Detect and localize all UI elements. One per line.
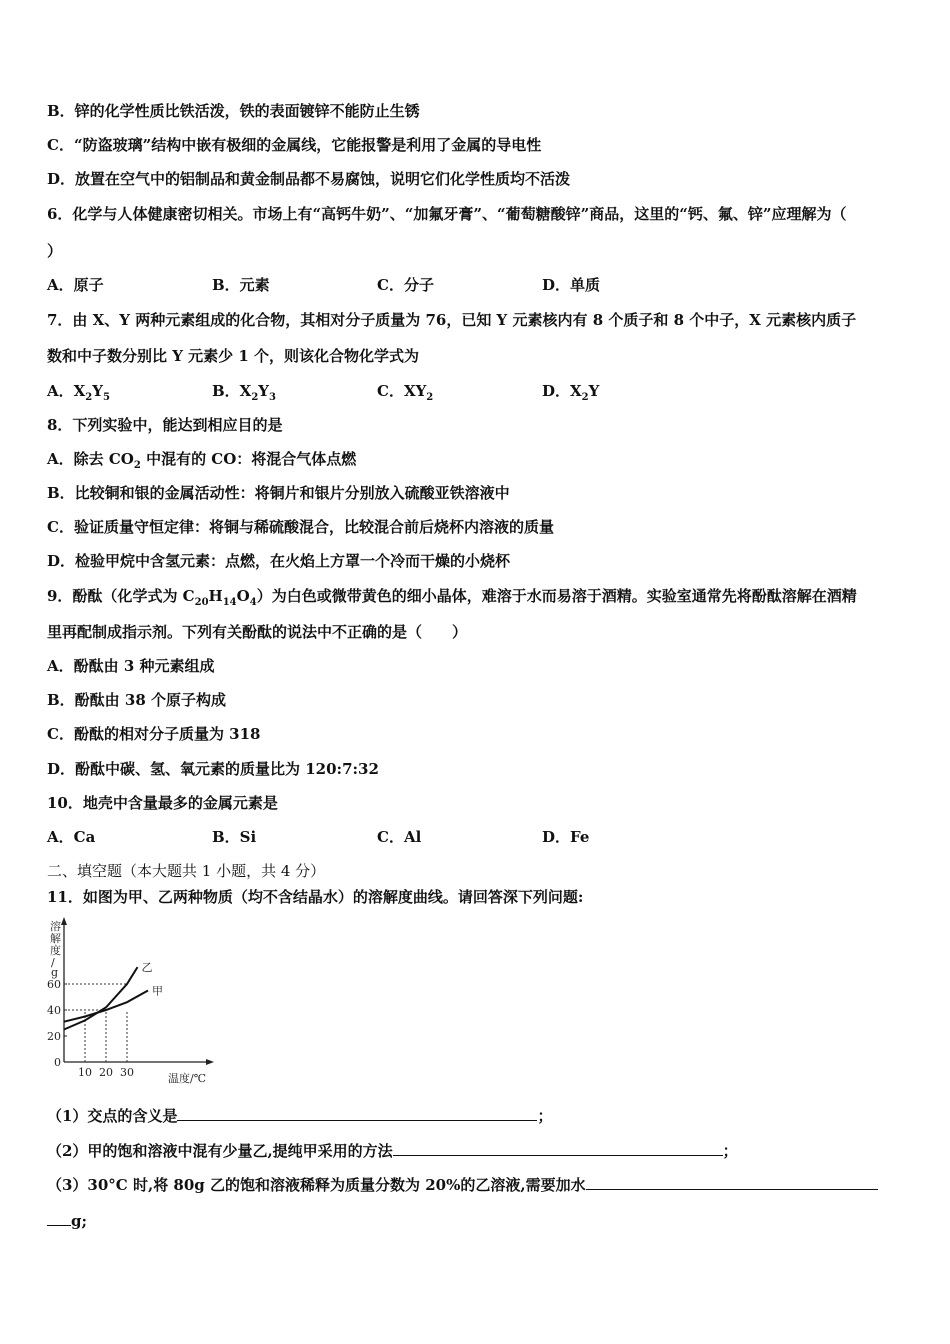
solubility-chart: [40, 912, 220, 1087]
solubility-chart-svg: [40, 912, 220, 1087]
q9-option-b: B．酚酞由 38 个原子构成: [47, 691, 226, 709]
q9-option-d: D．酚酞中碳、氢、氧元素的质量比为 120:7:32: [47, 760, 379, 778]
series-label-0: 乙: [141, 961, 153, 975]
question-7-cont: 数和中子数分别比 Y 元素少 1 个，则该化合物化学式为: [47, 347, 420, 365]
question-9: 9．酚酞（化学式为 $C_{20}H_{14}O_4$）为白色或微带黄色的细小晶体，难溶于水而易溶于酒精。实验室通常先将酚酞溶解在酒精: [47, 587, 857, 608]
series-label-1: 甲: [152, 984, 163, 998]
y-tick-label-40: 40: [47, 1004, 61, 1017]
q7-option-a: A．$X_2Y_5$: [47, 382, 110, 403]
q6-option-a: A．原子: [47, 276, 104, 294]
q6-option-b: B．元素: [212, 276, 270, 294]
x-tick-label-20: 20: [99, 1066, 113, 1079]
y-axis-label-1: 溶: [50, 920, 61, 933]
q11-part-3-cont: g;: [47, 1211, 87, 1230]
q7-option-b: B．$X_2Y_3$: [212, 382, 276, 403]
series-line-0: [64, 967, 138, 1029]
option-d-metals: D．放置在空气中的铝制品和黄金制品都不易腐蚀，说明它们化学性质均不活泼: [47, 170, 571, 188]
q10-option-c: C．Al: [377, 828, 422, 846]
answer-blank-3[interactable]: [586, 1175, 878, 1190]
q11-part-2: （2）甲的饱和溶液中混有少量乙,提纯甲采用的方法 ；: [47, 1142, 738, 1160]
q7-option-d: D．$X_2Y$: [542, 382, 600, 403]
y-tick-label-20: 20: [47, 1030, 61, 1043]
q11-part-3: （3）30°C 时,将 80g 乙的饱和溶液稀释为质量分数为 20%的乙溶液,需要加水: [47, 1174, 878, 1195]
y-tick-label-60: 60: [47, 978, 61, 991]
option-c-glass: C．“防盗玻璃”结构中嵌有极细的金属线，它能报警是利用了金属的导电性: [47, 136, 542, 154]
y-axis-label-5: g: [51, 966, 59, 979]
x-tick-label-30: 30: [120, 1066, 134, 1079]
q10-option-d: D．Fe: [542, 828, 590, 846]
q10-option-b: B．Si: [212, 828, 257, 846]
answer-blank-1[interactable]: [177, 1106, 537, 1121]
x-axis-arrow: [206, 1059, 214, 1065]
question-10: 10．地壳中含量最多的金属元素是: [47, 794, 278, 812]
q8-option-d: D．检验甲烷中含氢元素：点燃，在火焰上方罩一个冷而干燥的小烧杯: [47, 552, 511, 570]
y-tick-label-0: 0: [54, 1056, 61, 1069]
y-axis-label-3: 度: [50, 944, 61, 957]
y-axis-label-2: 解: [50, 932, 61, 945]
q7-option-c: C．$XY_2$: [377, 382, 434, 403]
question-11: 11．如图为甲、乙两种物质（均不含结晶水）的溶解度曲线。请回答深下列问题:: [47, 888, 584, 906]
section-2-heading: 二、填空题（本大题共 1 小题，共 4 分）: [47, 862, 326, 880]
q9-option-c: C．酚酞的相对分子质量为 318: [47, 725, 261, 743]
q6-option-c: C．分子: [377, 276, 434, 294]
q8-option-a: A．除去 $CO_2$ 中混有的 CO：将混合气体点燃: [47, 450, 357, 471]
answer-blank-2[interactable]: [393, 1141, 723, 1156]
q6-option-d: D．单质: [542, 276, 601, 294]
q11-part-1: （1）交点的含义是 ；: [47, 1107, 553, 1125]
q8-option-b: B．比较铜和银的金属活动性：将铜片和银片分别放入硫酸亚铁溶液中: [47, 484, 510, 502]
y-axis-label-4: /: [51, 956, 55, 969]
question-9-cont: 里再配制成指示剂。下列有关酚酞的说法中不正确的是（ ）: [47, 623, 468, 641]
x-axis-label: 温度/℃: [168, 1072, 207, 1085]
question-7: 7．由 X、Y 两种元素组成的化合物，其相对分子质量为 76，已知 Y 元素核内有 8 个质子和 8 个中子，X 元素核内质子: [47, 311, 857, 329]
y-axis-arrow: [61, 917, 67, 925]
answer-blank-3b[interactable]: [47, 1211, 71, 1226]
question-6: 6．化学与人体健康密切相关。市场上有“高钙牛奶”、“加氟牙膏”、“葡萄糖酸锌”商品，这里的“钙、氟、锌”应理解为（: [47, 205, 847, 223]
q10-option-a: A．Ca: [47, 828, 96, 846]
q8-option-c: C．验证质量守恒定律：将铜与稀硫酸混合，比较混合前后烧杯内溶液的质量: [47, 518, 554, 536]
option-b-zinc: B．锌的化学性质比铁活泼，铁的表面镀锌不能防止生锈: [47, 102, 420, 120]
question-6-cont: ）: [47, 242, 63, 260]
x-tick-label-10: 10: [78, 1066, 92, 1079]
question-8: 8．下列实验中，能达到相应目的是: [47, 416, 283, 434]
q9-option-a: A．酚酞由 3 种元素组成: [47, 657, 215, 675]
